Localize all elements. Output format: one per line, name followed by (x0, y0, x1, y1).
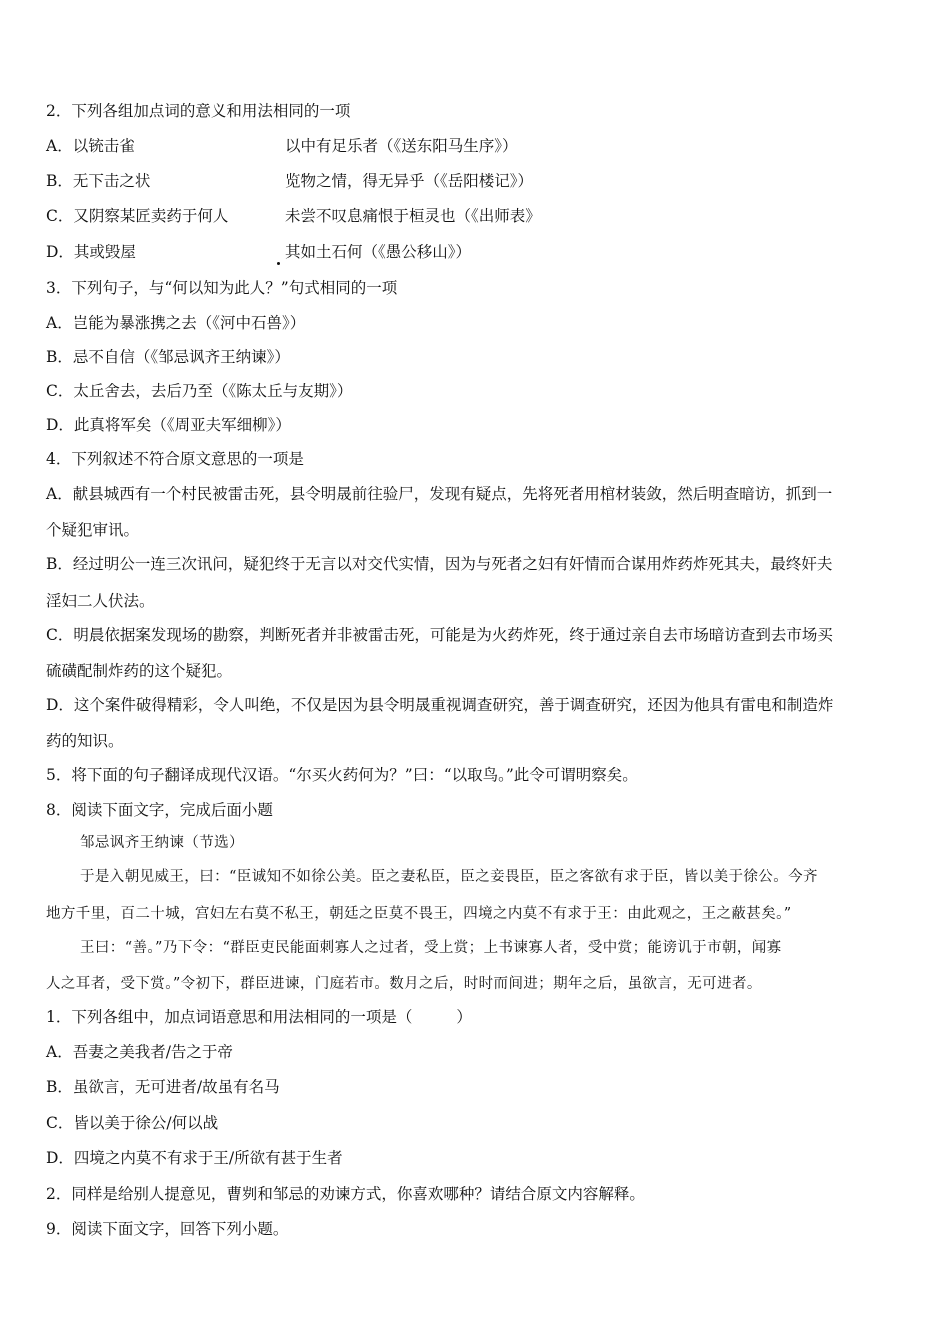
q2-option-b-right: 览物之情，得无异乎（《岳阳楼记》） (285, 172, 534, 190)
q2-option-b-left: B．无下击之状 (46, 172, 151, 190)
q8-sub1-option-d: D．四境之内莫不有求于王/所欲有甚于生者 (46, 1149, 343, 1167)
q4-stem: 4．下列叙述不符合原文意思的一项是 (46, 450, 304, 468)
q3-option-b: B．忌不自信（《邹忌讽齐王纳谏》） (46, 348, 290, 366)
q4-option-a-line2: 个疑犯审讯。 (46, 521, 140, 539)
passage-title: 邹忌讽齐王纳谏（节选） (80, 835, 244, 851)
q2-option-a-left: A．以铳击雀 (46, 137, 135, 155)
q4-option-b-line1: B．经过明公一连三次讯问，疑犯终于无言以对交代实情，因为与死者之妇有奸情而合谋用炸药炸死其夫，最终奸夫 (46, 555, 833, 573)
q2-option-d-left: D．其或毁屋 (46, 243, 136, 261)
q8-sub1-option-b: B．虽欲言，无可进者/故虽有名马 (46, 1078, 280, 1096)
q2-option-d-right: 其如土石何（《愚公移山》） (285, 243, 472, 261)
q4-option-c-line2: 硫磺配制炸药的这个疑犯。 (46, 662, 233, 680)
q4-option-d-line1: D．这个案件破得精彩，令人叫绝，不仅是因为县令明晟重视调查研究，善于调查研究，还因为他具有雷电和制造炸 (46, 696, 834, 714)
emphasis-dot-mark (277, 262, 280, 265)
passage-p2-line2: 人之耳者，受下赏。”令初下，群臣进谏，门庭若市。数月之后，时时而间进；期年之后，虽欲言，无可进者。 (46, 976, 762, 992)
q4-option-c-line1: C．明晨依据案发现场的勘察，判断死者并非被雷击死，可能是为火药炸死，终于通过亲自去市场暗访查到去市场买 (46, 626, 833, 644)
q8-sub1-option-a: A．吾妻之美我者/告之于帝 (46, 1043, 233, 1061)
q3-option-d: D．此真将军矣（《周亚夫军细柳》） (46, 416, 291, 434)
q3-option-c: C．太丘舍去，去后乃至（《陈太丘与友期》） (46, 382, 353, 400)
q3-stem: 3．下列句子，与“何以知为此人？”句式相同的一项 (46, 279, 398, 297)
q8-sub2: 2．同样是给别人提意见，曹刿和邹忌的劝谏方式，你喜欢哪种？请结合原文内容解释。 (46, 1185, 645, 1203)
q4-option-a-line1: A．献县城西有一个村民被雷击死，县令明晟前往验尸，发现有疑点，先将死者用棺材装敛，然后明查暗访，抓到一 (46, 485, 833, 503)
q8-sub1-stem (46, 1007, 472, 1027)
q4-option-d-line2: 药的知识。 (46, 732, 124, 750)
q8-stem: 8．阅读下面文字，完成后面小题 (46, 801, 273, 819)
passage-p1-line2: 地方千里，百二十城，宫妇左右莫不私王，朝廷之臣莫不畏王，四境之内莫不有求于王：由此观之，王之蔽甚矣。” (46, 906, 792, 922)
q9-stem: 9．阅读下面文字，回答下列小题。 (46, 1220, 289, 1238)
q8-sub1-stem-text: 1．下列各组中，加点词语意思和用法相同的一项是（ (46, 1008, 413, 1026)
q3-option-a: A．岂能为暴涨携之去（《河中石兽》） (46, 314, 306, 332)
q8-sub1-stem-close: ） (456, 1008, 472, 1026)
q2-option-c-right: 未尝不叹息痛恨于桓灵也（《出师表》 (285, 207, 541, 225)
q4-option-b-line2: 淫妇二人伏法。 (46, 592, 155, 610)
passage-p1-line1: 于是入朝见威王，曰：“臣诚知不如徐公美。臣之妻私臣，臣之妾畏臣，臣之客欲有求于臣，皆以美于徐公。今齐 (80, 869, 818, 885)
q2-option-c-left: C．又阴察某匠卖药于何人 (46, 207, 229, 225)
q2-option-a-right: 以中有足乐者（《送东阳马生序》） (285, 137, 518, 155)
q5-text: 5．将下面的句子翻译成现代汉语。“尔买火药何为？”曰：“以取鸟。”此令可谓明察矣。 (46, 766, 638, 784)
passage-p2-line1: 王曰：“善。”乃下令：“群臣吏民能面刺寡人之过者，受上赏；上书谏寡人者，受中赏；能谤讥于市朝，闻寡 (80, 940, 782, 956)
q2-stem: 2．下列各组加点词的意义和用法相同的一项 (46, 102, 351, 120)
q8-sub1-option-c: C．皆以美于徐公/何以战 (46, 1114, 219, 1132)
